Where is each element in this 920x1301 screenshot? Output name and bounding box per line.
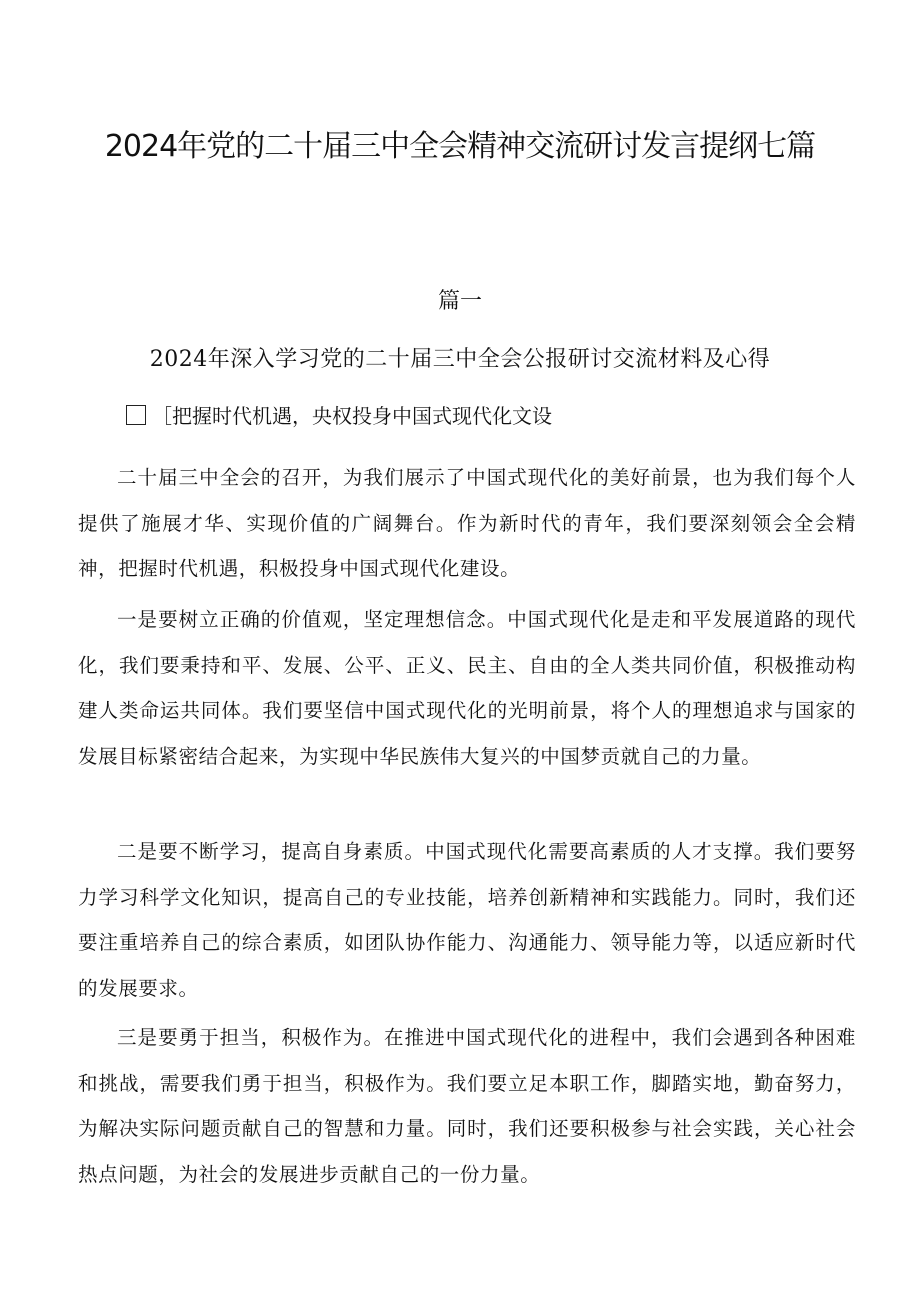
sub-heading [126,398,552,434]
document-title: 2024年党的二十届三中全会精神交流研讨发言提纲七篇 [104,129,816,164]
section-subtitle: 2024年深入学习党的二十届三中全会公报研讨交流材料及心得 [149,347,771,372]
paragraph: 一是要树立正确的价值观，坚定理想信念。中国式现代化是走和平发展道路的现代化，我们要秉持和平、发展、公平、正义、民主、自由的全人类共同价值，积极推动构建人类命运共同体。我们要坚信中国式现代化的光明前景，将个人的理想追求与国家的发展目标紧密结合起来，为实现中华民族伟大复兴的中国梦贡就自己的力量。 [78,608,856,768]
paragraph: 二是要不断学习，提高自身素质。中国式现代化需要高素质的人才支撑。我们要努力学习科学文化知识，提高自己的专业技能，培养创新精神和实践能力。同时，我们还要注重培养自己的综合素质，如团队协作能力、沟通能力、领导能力等，以适应新时代的发展要求。 [78,840,856,1000]
sub-heading-text: ［把握时代机遇，央权投身中国式现代化文设 [152,404,552,428]
checkbox-square-icon [126,405,146,425]
paragraph: 二十届三中全会的召开，为我们展示了中国式现代化的美好前景，也为我们每个人提供了施展才华、实现价值的广阔舞台。作为新时代的青年，我们要深刻领会全会精神，把握时代机遇，积极投身中国式现代化建设。 [78,466,856,580]
paragraph: 三是要勇于担当，积极作为。在推进中国式现代化的进程中，我们会遇到各种困难和挑战，需要我们勇于担当，积极作为。我们要立足本职工作，脚踏实地，勤奋努力，为解决实际问题贡献自己的智慧和力量。同时，我们还要积极参与社会实践，关心社会热点问题，为社会的发展进步贡献自己的一份力量。 [78,1026,856,1186]
section-label: 篇一 [437,289,482,314]
